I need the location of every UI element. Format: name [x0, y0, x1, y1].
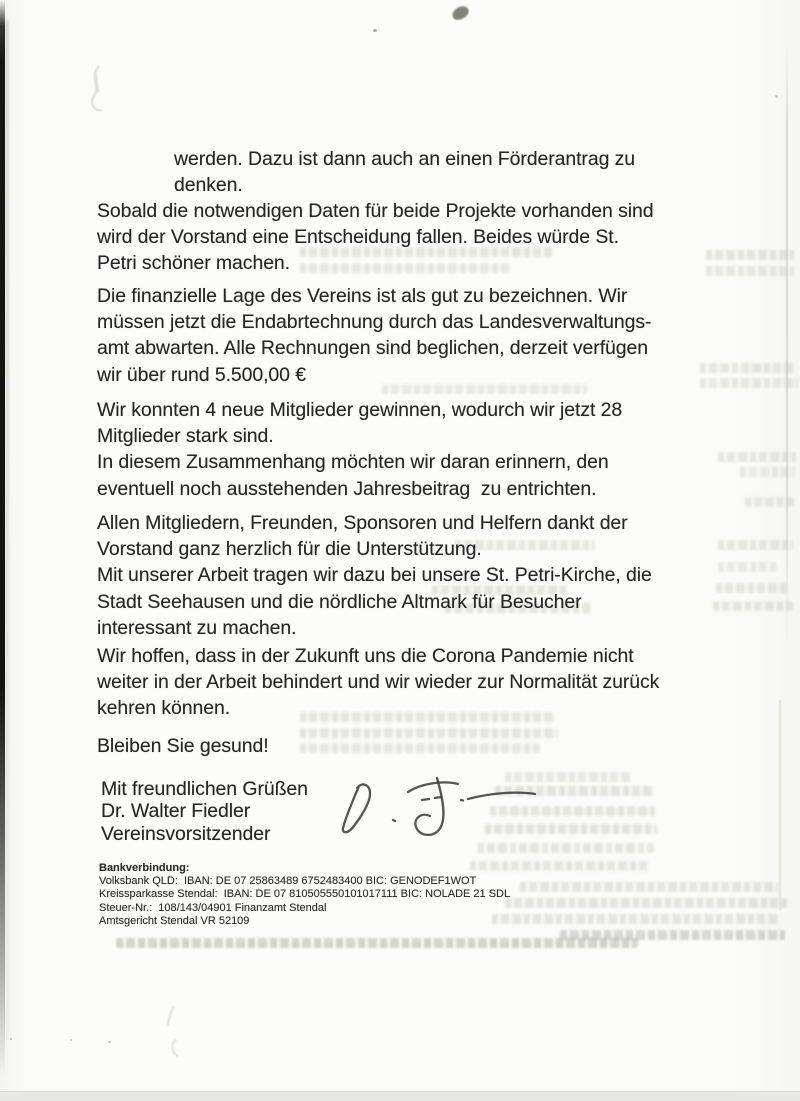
- paper-fold-line-lower: [779, 700, 781, 910]
- text-line: Vorstand ganz herzlich für die Unterstützung.: [97, 538, 482, 561]
- ink-smudge: [450, 4, 470, 22]
- paper-fold-line: [786, 48, 788, 648]
- text-line: kehren können.: [97, 697, 231, 720]
- text-line: wird der Vorstand eine Entscheidung fallen. Beides würde St.: [97, 226, 619, 249]
- text-line: Mit unserer Arbeit tragen wir dazu bei unsere St. Petri-Kirche, die: [97, 564, 652, 587]
- bleedthrough-line: [718, 540, 793, 550]
- bleedthrough-line: [706, 250, 794, 260]
- text-line: amt abwarten. Alle Rechnungen sind beglichen, derzeit verfügen: [97, 337, 648, 360]
- bleedthrough-line: [520, 882, 778, 892]
- text-line: Kreissparkasse Stendal: IBAN: DE 07 810505550101017111 BIC: NOLADE 21 SDL: [99, 888, 511, 901]
- text-line: Volksbank QLD: IBAN: DE 07 25863489 6752483400 BIC: GENODEF1WOT: [99, 875, 477, 888]
- paragraph-corona: [97, 643, 659, 722]
- dust-speck: [373, 29, 377, 32]
- pencil-slash: [160, 1004, 190, 1060]
- dust-speck: [70, 1039, 72, 1041]
- bleedthrough-line: [718, 452, 796, 462]
- bleedthrough-line: [300, 728, 558, 738]
- bleedthrough-line: [706, 266, 794, 276]
- text-line: eventuell noch ausstehenden Jahresbeitrag zu entrichten.: [97, 477, 597, 500]
- text-line: Wir konnten 4 neue Mitglieder gewinnen, wodurch wir jetzt 28: [97, 399, 623, 421]
- text-line: Wir hoffen, dass in der Zukunft uns die Corona Pandemie nicht: [97, 645, 634, 667]
- text-line: Amtsgericht Stendal VR 52109: [99, 914, 250, 927]
- signoff-block: [101, 778, 308, 845]
- text-line: müssen jetzt die Endabrtechnung durch das Landesverwaltungs-: [97, 311, 652, 334]
- text-line: Sobald die notwendigen Daten für beide Projekte vorhanden sind: [97, 200, 654, 222]
- closing-wish: Bleiben Sie gesund!: [97, 735, 269, 757]
- handwritten-signature: [322, 760, 557, 855]
- paragraph-thanks: [97, 510, 652, 641]
- bleedthrough-line: [505, 898, 787, 908]
- scan-edge-left-shadow: [5, 20, 9, 1040]
- bleedthrough-line: [718, 562, 776, 572]
- bleedthrough-line: [116, 938, 638, 948]
- bank-footer-heading: Bankverbindung:: [99, 862, 190, 874]
- paragraph-projects: [97, 198, 653, 277]
- paragraph-members: [97, 397, 622, 502]
- text-line: Steuer-Nr.: 108/143/04901 Finanzamt Stendal: [99, 901, 327, 914]
- pencil-squiggle: [85, 62, 125, 122]
- text-line: Petri schöner machen.: [97, 252, 290, 275]
- bleedthrough-line: [300, 743, 540, 753]
- text-line: weiter in der Arbeit behindert und wir wieder zur Normalität zurück: [97, 671, 660, 694]
- text-line: Vereinsvorsitzender: [101, 822, 271, 845]
- text-line: Die finanzielle Lage des Vereins ist als gut zu bezeichnen. Wir: [97, 285, 628, 307]
- bank-footer-lines: [99, 875, 510, 928]
- dust-speck: [10, 1038, 12, 1040]
- text-line: In diesem Zusammenhang möchten wir daran erinnern, den: [97, 451, 609, 474]
- text-line: Dr. Walter Fiedler: [101, 800, 251, 823]
- dust-speck: [775, 95, 778, 98]
- text-line: Mit freundlichen Grüßen: [101, 778, 308, 800]
- bank-footer: [99, 862, 510, 928]
- text-line: denken.: [174, 174, 243, 197]
- text-line: Allen Mitgliedern, Freunden, Sponsoren und Helfern dankt der: [97, 512, 628, 534]
- text-line: wir über rund 5.500,00 €: [97, 363, 306, 386]
- bleedthrough-line: [492, 914, 780, 924]
- paragraph-continuation: [174, 146, 635, 198]
- text-line: interessant zu machen.: [97, 616, 297, 639]
- text-line: werden. Dazu ist dann auch an einen Förderantrag zu: [174, 148, 636, 170]
- paragraph-finances: [97, 283, 651, 388]
- bleedthrough-line: [716, 583, 788, 593]
- bleedthrough-line: [700, 363, 795, 373]
- text-line: Stadt Seehausen und die nördliche Altmark für Besucher: [97, 590, 582, 613]
- text-line: Mitglieder stark sind.: [97, 425, 274, 448]
- dust-speck: [108, 1041, 111, 1043]
- bleedthrough-line: [700, 378, 798, 388]
- bleedthrough-line: [713, 601, 793, 611]
